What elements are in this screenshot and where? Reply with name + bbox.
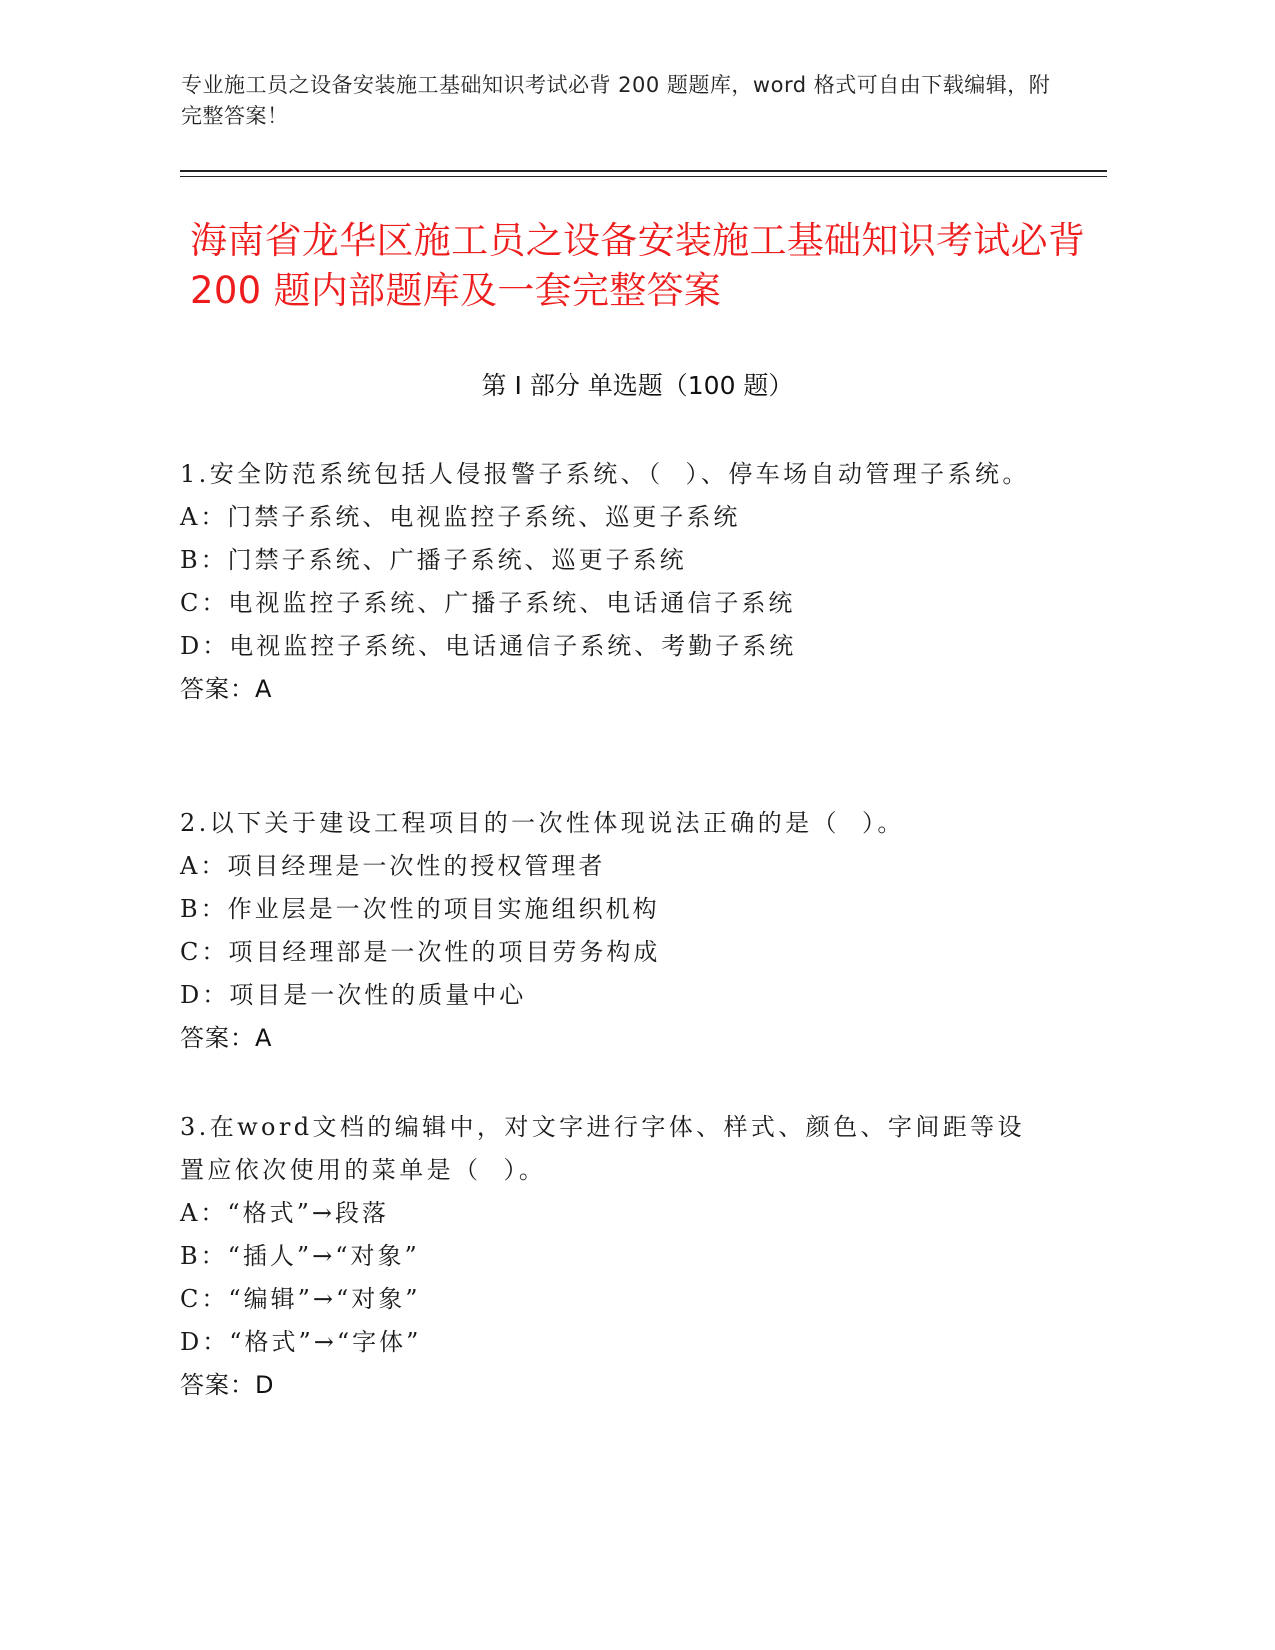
option-d: D：“格式”→“字体” <box>180 1328 422 1356</box>
option-d: D：项目是一次性的质量中心 <box>180 981 527 1009</box>
option-a: A：“格式”→段落 <box>180 1199 389 1227</box>
header-note: 专业施工员之设备安装施工基础知识考试必背 200 题题库，word 格式可自由下载编辑，附完整答案！ <box>181 73 1051 128</box>
option-b: B：门禁子系统、广播子系统、巡更子系统 <box>180 546 687 574</box>
option-d: D：电视监控子系统、电话通信子系统、考勤子系统 <box>180 632 797 660</box>
answer: 答案：D <box>180 1371 275 1399</box>
answer: 答案：A <box>180 1024 273 1052</box>
header-rule-thick <box>180 170 1107 172</box>
option-c: C：“编辑”→“对象” <box>180 1285 421 1313</box>
option-c: C：项目经理部是一次性的项目劳务构成 <box>180 938 661 966</box>
question-stem: 2.以下关于建设工程项目的一次性体现说法正确的是（ ）。 <box>180 809 905 837</box>
question-3 <box>180 1106 1050 1407</box>
question-stem: 1.安全防范系统包括人侵报警子系统、（ ）、停车场自动管理子系统。 <box>180 460 1030 488</box>
answer: 答案：A <box>180 675 273 703</box>
option-b: B：“插人”→“对象” <box>180 1242 420 1270</box>
option-a: A：项目经理是一次性的授权管理者 <box>180 852 606 880</box>
section-title: 第 I 部分 单选题（100 题） <box>481 371 794 400</box>
question-2 <box>180 802 1050 1060</box>
option-a: A：门禁子系统、电视监控子系统、巡更子系统 <box>180 503 741 531</box>
option-c: C：电视监控子系统、广播子系统、电话通信子系统 <box>180 589 796 617</box>
question-stem: 3.在word文档的编辑中，对文字进行字体、样式、颜色、字间距等设置应依次使用的菜单是（ ）。 <box>180 1113 1025 1184</box>
question-1 <box>180 453 1050 711</box>
document-title: 海南省龙华区施工员之设备安装施工基础知识考试必背 200 题内部题库及一套完整答案 <box>190 219 1086 312</box>
header-rule-thin <box>180 176 1107 177</box>
option-b: B：作业层是一次性的项目实施组织机构 <box>180 895 660 923</box>
